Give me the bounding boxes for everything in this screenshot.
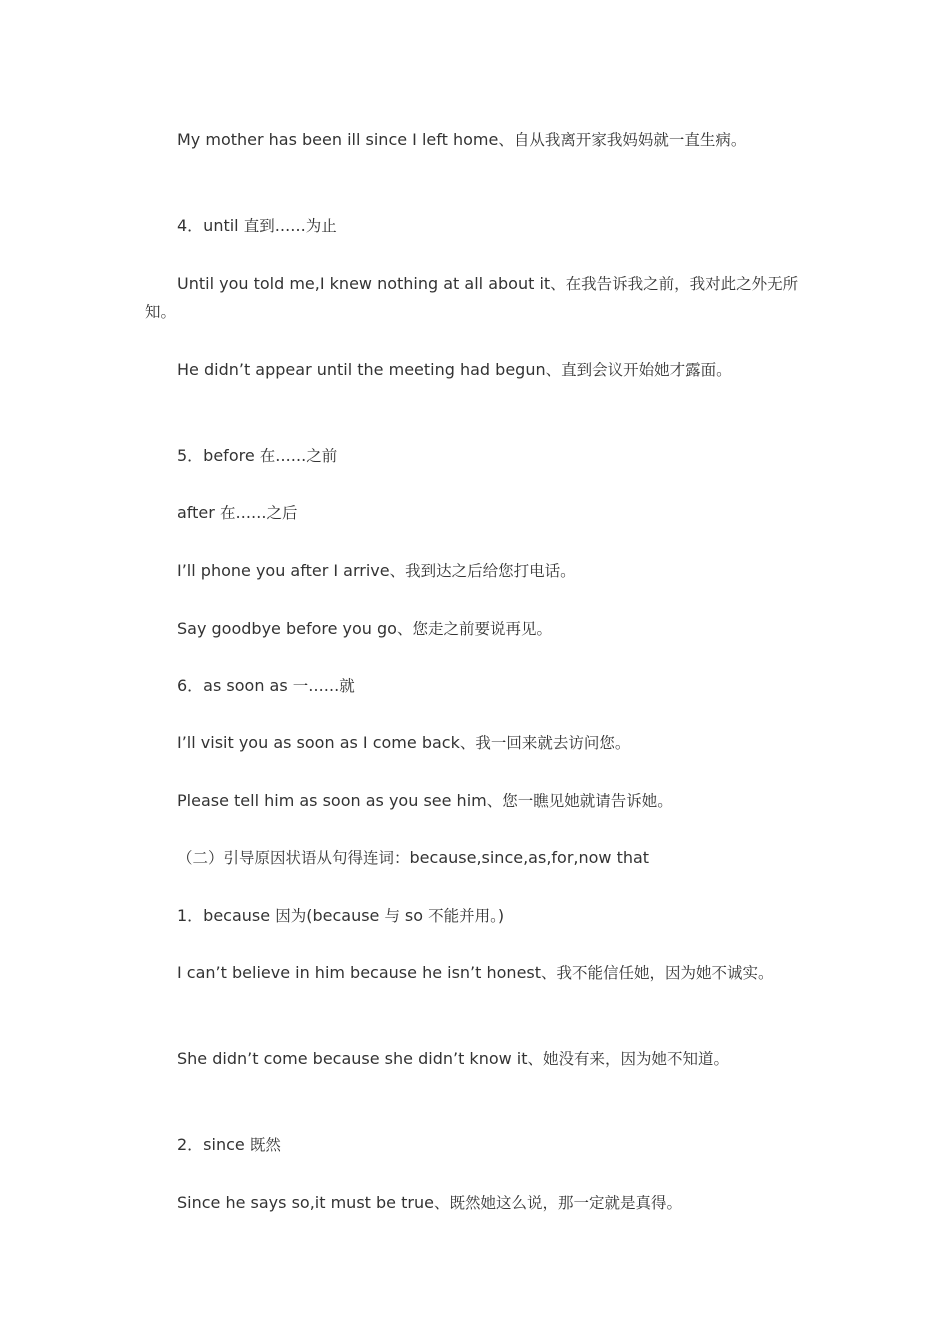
english-text: I’ll phone you after I arrive [177, 561, 390, 580]
english-text: Please tell him as soon as you see him [177, 791, 487, 810]
chinese-text: 因为 [275, 907, 307, 925]
chinese-text: 既然 [249, 1136, 281, 1154]
chinese-text: 一……就 [292, 677, 355, 695]
example-sentence [145, 557, 807, 585]
chinese-text: 不能并用。 [428, 907, 498, 925]
chinese-text: 、您一瞧见她就请告诉她。 [486, 792, 673, 810]
chinese-text: 、自从我离开家我妈妈就一直生病。 [498, 131, 747, 149]
english-text: I can’t believe in him because he isn’t honest [177, 963, 542, 982]
example-sentence [145, 126, 807, 154]
english-text: I’ll visit you as soon as I come back [177, 733, 460, 752]
chinese-text: 、您走之前要说再见。 [396, 620, 552, 638]
conjunction-heading [145, 499, 807, 527]
english-text: Until you told me,I knew nothing at all about it [177, 274, 551, 293]
conjunction-heading [145, 672, 807, 700]
chinese-text: 在……之后 [219, 504, 298, 522]
example-sentence [145, 959, 807, 987]
conjunction-heading [145, 902, 807, 930]
conjunction-heading [145, 212, 807, 240]
english-text: He didn’t appear until the meeting had begun [177, 360, 546, 379]
document-page [145, 0, 807, 1344]
chinese-text: 、我不能信任她，因为她不诚实。 [541, 964, 774, 982]
example-sentence [145, 270, 807, 326]
english-text: so [404, 906, 429, 925]
english-text: (because [306, 906, 385, 925]
english-text: She didn’t come because she didn’t know it [177, 1049, 528, 1068]
english-text: 4．until [177, 216, 244, 235]
chinese-text: 、既然她这么说，那一定就是真得。 [433, 1194, 682, 1212]
english-text: 5．before [177, 446, 260, 465]
example-sentence [145, 787, 807, 815]
conjunction-heading [145, 1131, 807, 1159]
english-text: 1．because [177, 906, 276, 925]
chinese-text: 、她没有来，因为她不知道。 [527, 1050, 730, 1068]
conjunction-heading [145, 442, 807, 470]
chinese-text: 、在我告诉我之前，我对此之外无所知。 [145, 275, 799, 321]
english-text: ) [497, 906, 505, 925]
chinese-text: 在……之前 [259, 447, 338, 465]
example-sentence [145, 615, 807, 643]
chinese-text: （二）引导原因状语从句得连词： [177, 849, 410, 867]
section-heading [145, 844, 807, 872]
example-sentence [145, 356, 807, 384]
chinese-text: 、直到会议开始她才露面。 [545, 361, 732, 379]
english-text: My mother has been ill since I left home [177, 130, 499, 149]
example-sentence [145, 1045, 807, 1073]
english-text: Say goodbye before you go [177, 619, 397, 638]
english-text: 6．as soon as [177, 676, 293, 695]
english-text: after [177, 503, 220, 522]
english-text: 2．since [177, 1135, 250, 1154]
chinese-text: 与 [384, 907, 405, 925]
example-sentence [145, 729, 807, 757]
example-sentence [145, 1189, 807, 1217]
chinese-text: 直到……为止 [243, 217, 337, 235]
chinese-text: 、我到达之后给您打电话。 [389, 562, 576, 580]
english-text: Since he says so,it must be true [177, 1193, 434, 1212]
english-text: because,since,as,for,now that [409, 848, 650, 867]
chinese-text: 、我一回来就去访问您。 [459, 734, 631, 752]
